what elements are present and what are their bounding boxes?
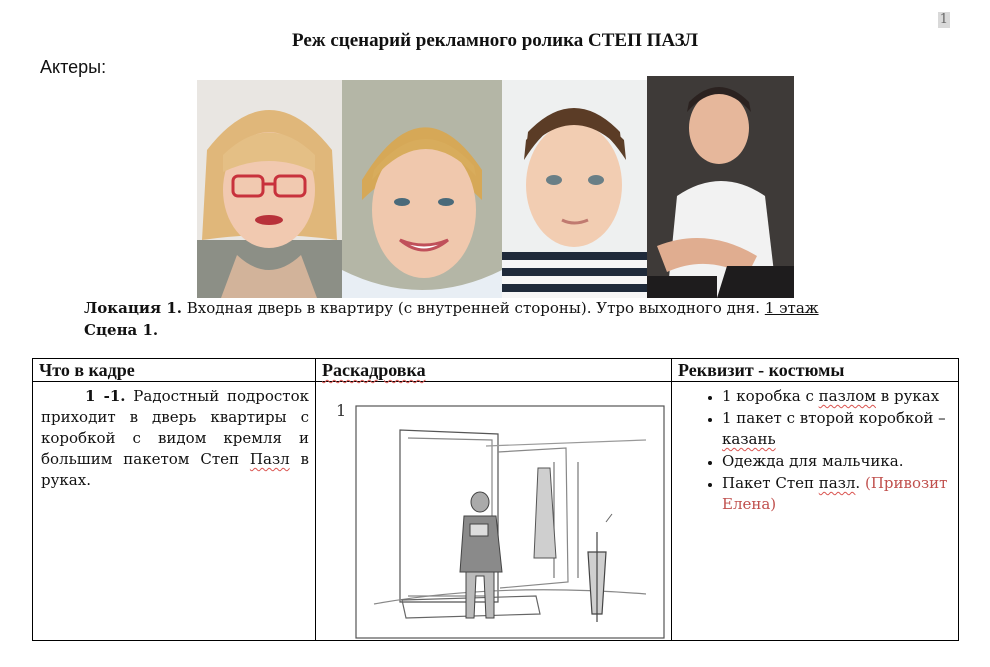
props-list <box>672 386 958 515</box>
storyboard-frame-number: 1 <box>336 401 347 420</box>
actor-photos <box>197 76 794 298</box>
header-storyboard-text: Раскадровка <box>322 360 426 380</box>
prop-2-text: 1 пакет с второй коробкой – <box>722 409 946 427</box>
scene-label-line <box>84 319 819 341</box>
sketch-mark <box>606 514 612 522</box>
scene-table <box>32 358 959 641</box>
storyboard-drawing <box>316 382 672 640</box>
prop-1-text: 1 коробка с <box>722 387 819 405</box>
actors-label: Актеры: <box>40 57 107 77</box>
list-item <box>722 451 958 472</box>
prop-1-word: пазлом <box>818 387 876 405</box>
location-block <box>84 297 819 341</box>
scene-text-part-1: Радостный подросток приходит в дверь квартиры с коробкой с видом кремля и большим пакетом Степ <box>41 387 309 468</box>
actor-photo-woman-glasses <box>197 80 342 298</box>
list-item <box>722 386 958 407</box>
table-row <box>33 382 959 641</box>
actor-photo-man <box>647 76 794 298</box>
sketch-coat <box>534 468 556 558</box>
header-storyboard <box>316 359 672 382</box>
cell-scene-description <box>33 382 316 641</box>
scene-description <box>33 382 315 491</box>
scene-text-word: Пазл <box>249 450 290 468</box>
location-text: Входная дверь в квартиру (с внутренней стороны). Утро выходного дня. <box>182 299 765 317</box>
scene-number: 1 -1. <box>85 387 126 405</box>
cell-storyboard <box>316 382 672 641</box>
actor-photo-blonde-woman <box>342 80 502 298</box>
scene-label: Сцена 1. <box>84 321 159 339</box>
storyboard-sketch <box>316 382 672 640</box>
list-item <box>722 408 958 450</box>
scene-text-part-2: в руках. <box>41 450 310 489</box>
cell-props <box>672 382 959 641</box>
header-in-frame: Что в кадре <box>33 359 316 382</box>
location-floor: 1 этаж <box>764 299 819 317</box>
sketch-umbrella <box>588 532 606 622</box>
list-item <box>722 473 958 515</box>
location-label: Локация 1. <box>84 299 182 317</box>
page-number: 1 <box>939 12 948 27</box>
prop-4-punct: . <box>855 474 865 492</box>
prop-2-word: казань <box>722 430 776 448</box>
page-title: Реж сценарий рекламного ролика СТЕП ПАЗЛ <box>292 30 698 51</box>
prop-4-text: Пакет Степ <box>722 474 819 492</box>
header-props-costumes: Реквизит - костюмы <box>672 359 959 382</box>
prop-4-word: пазл <box>818 474 856 492</box>
prop-1-tail: в руках <box>876 387 940 405</box>
location-line <box>84 297 819 319</box>
table-header-row <box>33 359 959 382</box>
actor-photo-boy <box>502 80 647 298</box>
sketch-boy <box>460 492 502 618</box>
prop-3-text: Одежда для мальчика. <box>722 452 904 470</box>
prop-4-note: (Привозит Елена) <box>722 474 948 513</box>
